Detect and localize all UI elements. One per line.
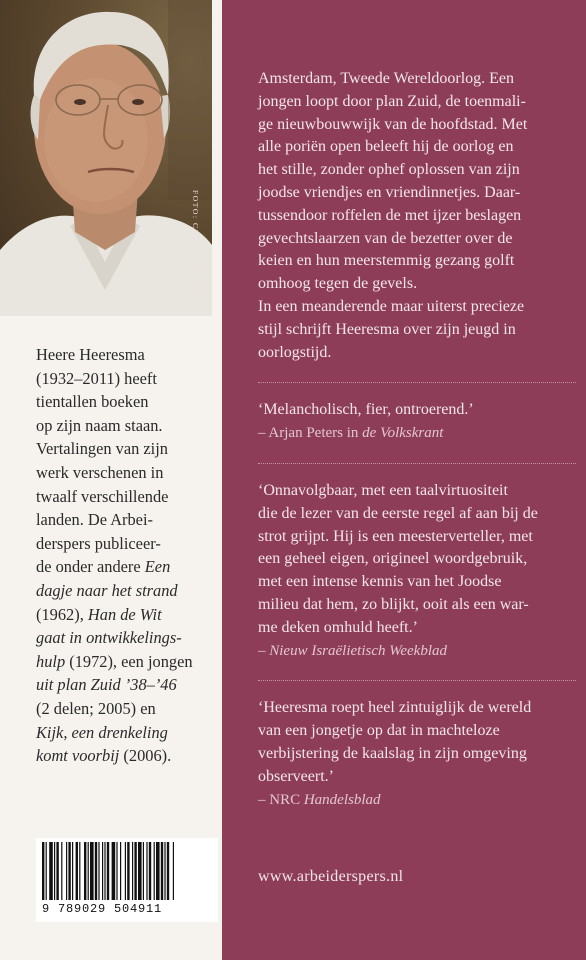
bio-line: derspers publiceer- bbox=[36, 533, 161, 553]
quote-line: strot grijpt. Hij is een meesterverteller, met bbox=[258, 527, 533, 545]
bio-line bbox=[36, 673, 216, 697]
quote-line: ‘Onnavolgbaar, met een taalvirtuositeit bbox=[258, 481, 508, 499]
bio-line: Vertalingen van zijn bbox=[36, 439, 168, 459]
bio-line: Heere Heeresma bbox=[36, 345, 145, 364]
left-panel bbox=[0, 0, 222, 960]
author-photo bbox=[0, 0, 212, 316]
blurb-line: In een meanderende maar uiterst precieze bbox=[258, 297, 525, 315]
publisher-website: www.arbeiderspers.nl bbox=[258, 868, 404, 885]
quote-line: verbijstering de kaalslag in zijn omgeving bbox=[258, 744, 527, 762]
bio-line: hulp (1972), een jongen bbox=[36, 651, 193, 671]
quote-line: me deken omhuld heeft.’ bbox=[258, 618, 418, 636]
bio-line: (1962), Han de Wit bbox=[36, 604, 162, 624]
quote-line: van een jongetje op dat in machteloze bbox=[258, 722, 500, 740]
quote-line: die de lezer van de eerste regel af aan bij de bbox=[258, 504, 538, 522]
book-title: hulp bbox=[36, 651, 66, 671]
quote-attribution: – Arjan Peters in de Volkskrant bbox=[258, 425, 444, 442]
bio-line: (2 delen; 2005) en bbox=[36, 698, 156, 718]
review-quote bbox=[258, 480, 578, 662]
blurb-line: omhoog tegen de gevels. bbox=[258, 275, 418, 293]
blurb-line: joodse vriendjes en vriendinnetjes. Daar- bbox=[258, 183, 521, 201]
bio-line bbox=[36, 579, 216, 603]
blurb-line: jongen loopt door plan Zuid, de toenmali- bbox=[258, 92, 526, 110]
quote-line: observeert.’ bbox=[258, 767, 334, 785]
bio-line: (1932–2011) heeft bbox=[36, 368, 157, 388]
review-quote bbox=[258, 697, 578, 811]
divider bbox=[258, 382, 576, 383]
bio-line: komt voorbij (2006). bbox=[36, 746, 172, 766]
bio-line bbox=[36, 626, 216, 650]
blurb-line: gevechtslaarzen van de bezetter over de bbox=[258, 229, 513, 247]
blurb-paragraph bbox=[258, 68, 578, 296]
quote-line: ‘Melancholisch, fier, ontroerend.’ bbox=[258, 401, 474, 419]
book-title: Kijk, een drenkeling bbox=[36, 722, 168, 742]
blurb-line: oorlogstijd. bbox=[258, 343, 332, 361]
bio-line bbox=[36, 721, 216, 745]
book-title: uit plan Zuid ’38–’46 bbox=[36, 675, 177, 695]
blurb-line: stijl schrijft Heeresma over zijn jeugd in bbox=[258, 320, 516, 338]
bio-line: tientallen boeken bbox=[36, 392, 149, 412]
bio-line: op zijn naam staan. bbox=[36, 415, 163, 435]
blurb-line: alle poriën open beleeft hij de oorlog en bbox=[258, 138, 514, 156]
book-title: gaat in ontwikkelings- bbox=[36, 628, 182, 648]
quote-line: milieu dat hem, zo blijkt, ooit als een war- bbox=[258, 595, 529, 613]
review-quote bbox=[258, 399, 578, 445]
book-title: Een bbox=[144, 557, 171, 577]
isbn-barcode bbox=[36, 838, 218, 922]
divider bbox=[258, 463, 576, 464]
bio-line: landen. De Arbei- bbox=[36, 510, 153, 530]
bio-line: werk verschenen in bbox=[36, 462, 164, 482]
blurb-paragraph bbox=[258, 296, 578, 364]
blurb-column bbox=[258, 68, 578, 811]
quote-attribution: – NRC Handelsblad bbox=[258, 791, 381, 808]
bio-line: twaalf verschillende bbox=[36, 486, 169, 506]
blurb-line: Amsterdam, Tweede Wereldoorlog. Een bbox=[258, 70, 515, 87]
bio-line: de onder andere Een bbox=[36, 557, 171, 577]
author-bio bbox=[36, 343, 216, 768]
barcode-bars bbox=[42, 842, 212, 900]
book-title: Han de Wit bbox=[87, 604, 162, 624]
quote-line: een geheel eigen, origineel woordgebruik, bbox=[258, 550, 528, 568]
blurb-line: tussendoor roffelen de met ijzer beslagen bbox=[258, 206, 522, 224]
isbn-number: 9 789029 504911 bbox=[42, 902, 163, 916]
photo-credit: FOTO: CHRIS VAN HOUTS bbox=[191, 190, 200, 313]
blurb-line: ge nieuwbouwwijk van de hoofdstad. Met bbox=[258, 115, 528, 133]
quote-line: ‘Heeresma roept heel zintuiglijk de wereld bbox=[258, 699, 532, 717]
blurb-line: het stille, zonder ophef oplossen van zijn bbox=[258, 161, 520, 179]
quote-attribution: – Nieuw Israëlietisch Weekblad bbox=[258, 642, 447, 659]
divider bbox=[258, 680, 576, 681]
quote-line: met een intense kennis van het Joodse bbox=[258, 573, 502, 591]
book-title: dagje naar het strand bbox=[36, 580, 178, 600]
blurb-line: keien en hun meerstemmig gezang golft bbox=[258, 252, 515, 270]
book-title: komt voorbij bbox=[36, 746, 120, 766]
